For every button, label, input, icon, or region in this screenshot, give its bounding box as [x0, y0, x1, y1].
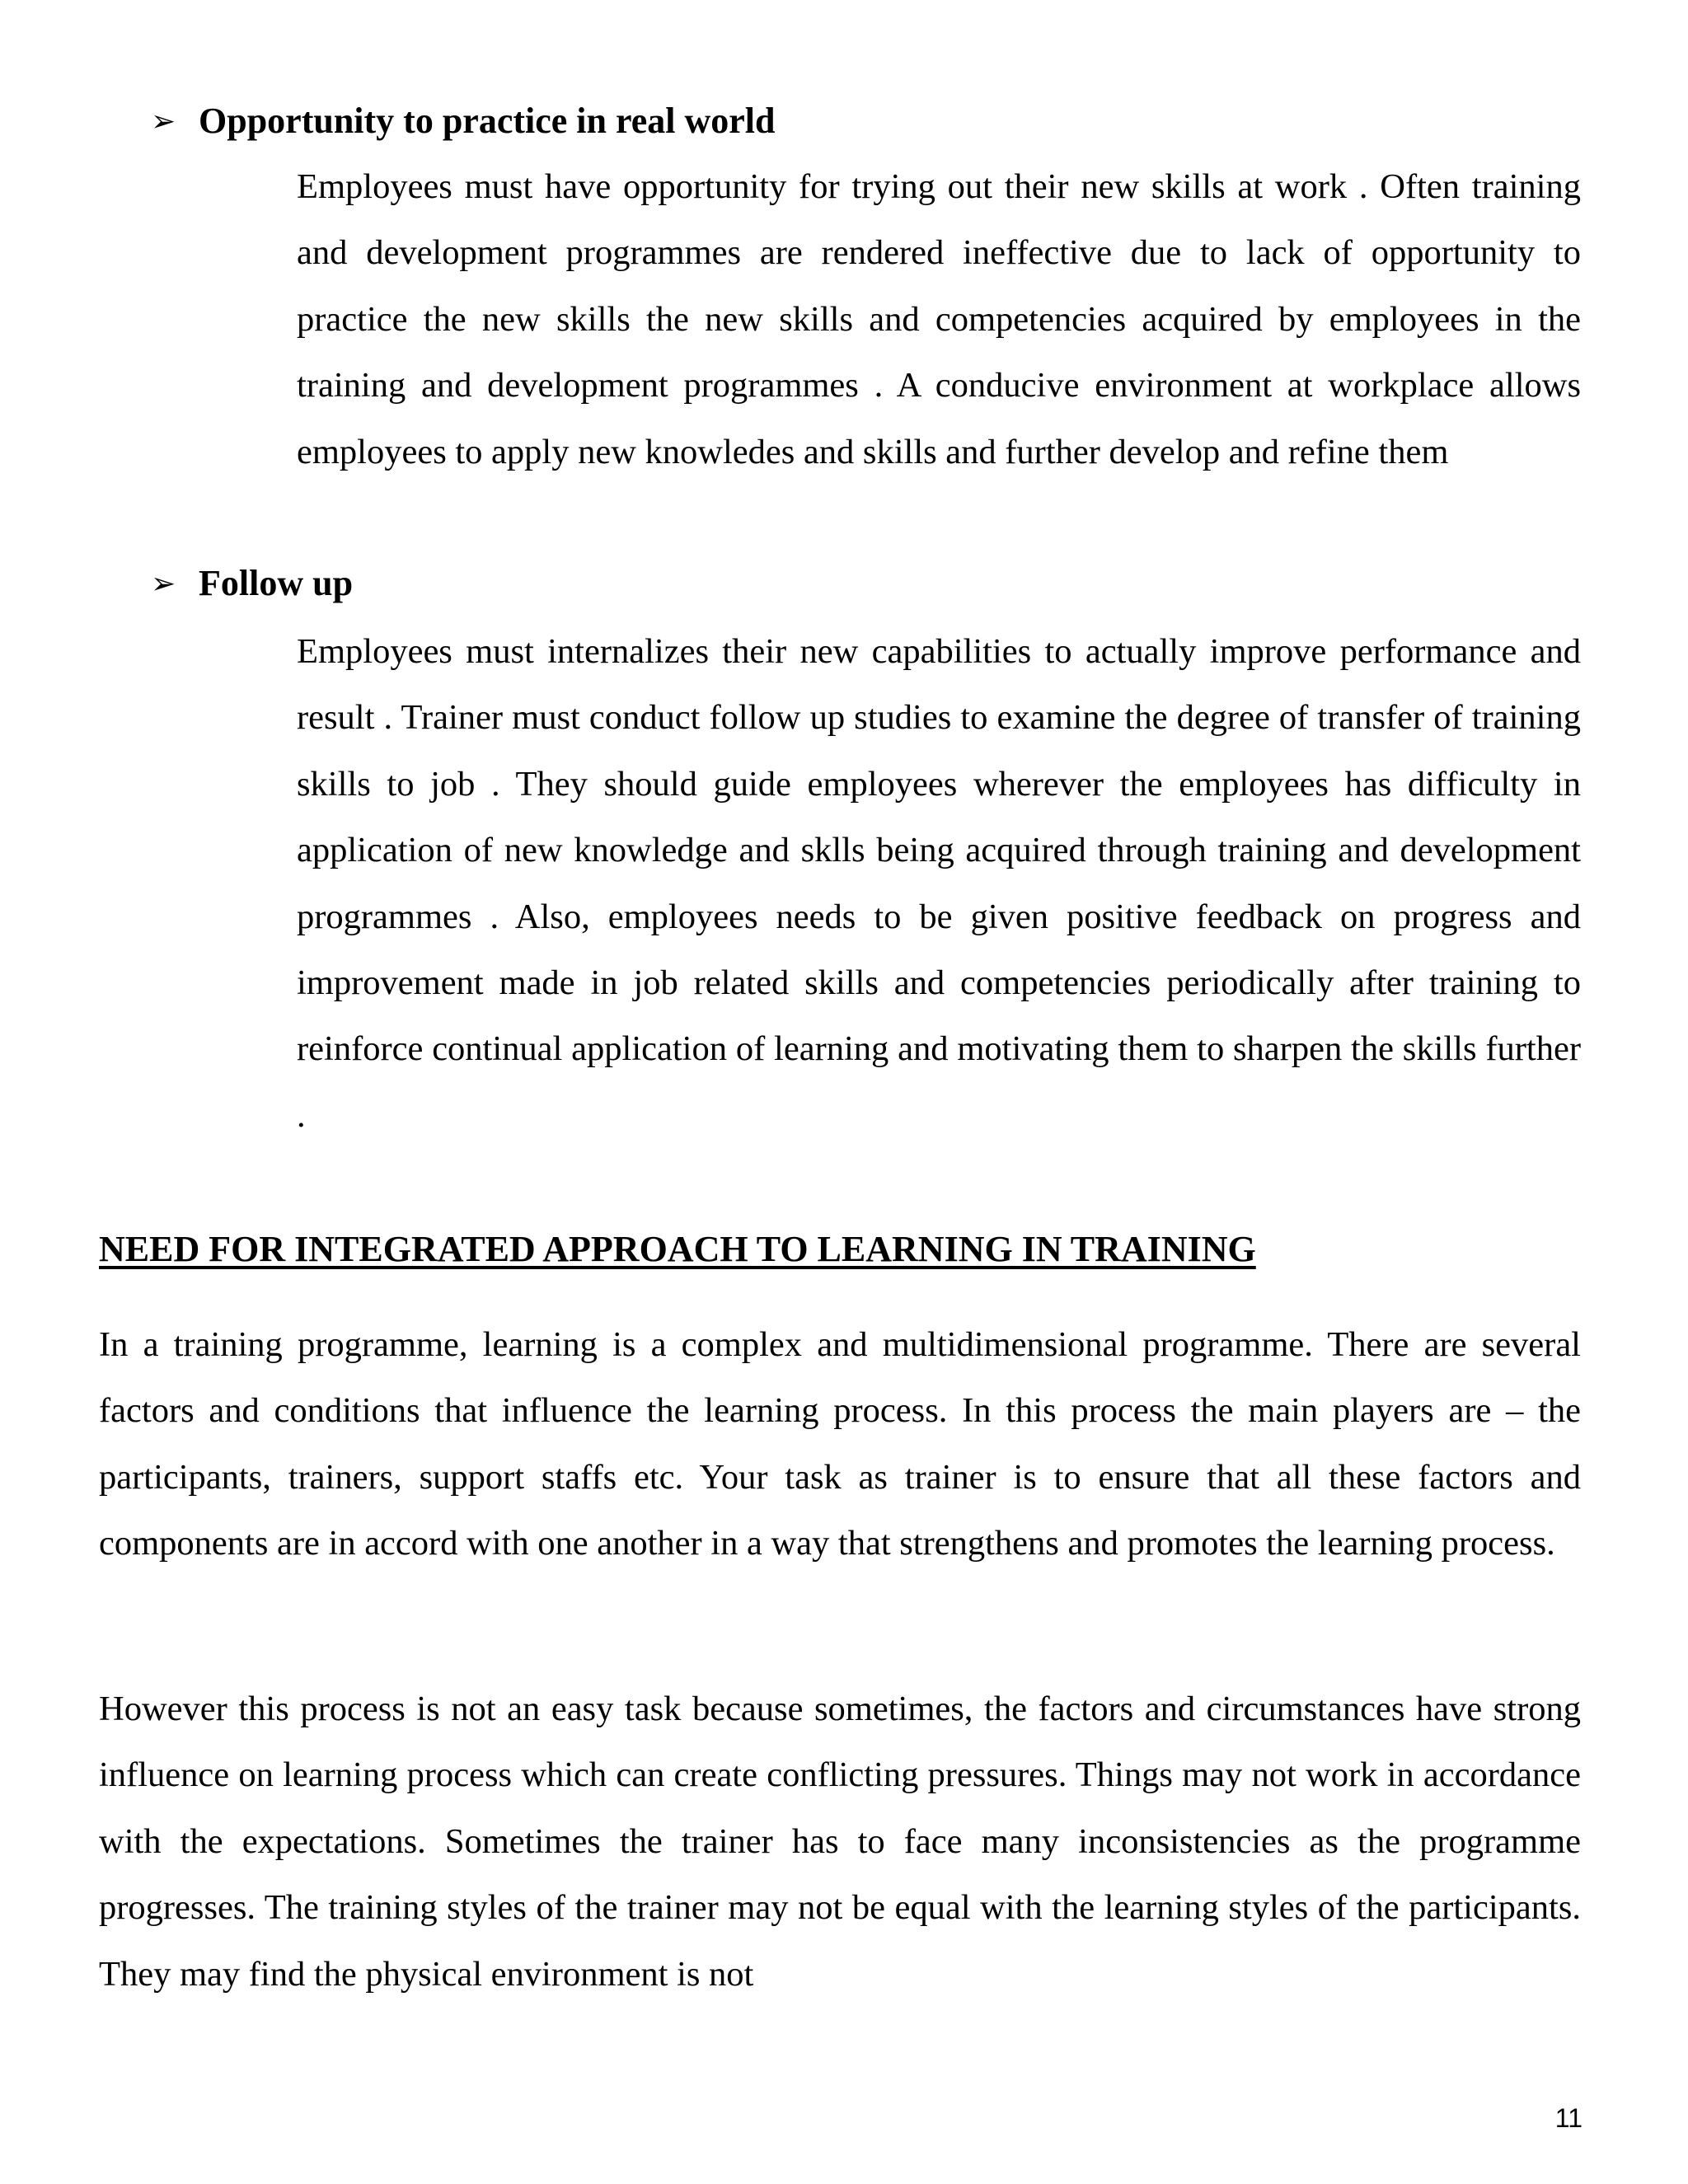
body-paragraph-2: However this process is not an easy task because sometimes, the factors and circumstances have strong influence on learning process which can create conflicting pressures. Things may not work in accordance with the expectations. Sometimes the trainer has to face many inconsistencies as the programme progresses. The training styles of the trainer may not be equal with the learning styles of the participants. They may find the physical environment is not: [99, 1690, 1581, 1994]
bullet-heading-text: Follow up: [199, 563, 354, 603]
opportunity-paragraph: Employees must have opportunity for trying out their new skills at work . Often training and development programmes are rendered ineffective due to lack of opportunity to practice the new skills the new skills and competencies acquired by employees in the training and development programmes . A conducive environment at workplace allows employees to apply new knowledes and skills and further develop and refine them: [297, 167, 1581, 471]
arrow-bullet-icon: ➢: [151, 105, 176, 138]
bullet-heading-text: Opportunity to practice in real world: [199, 101, 776, 141]
body-paragraph-1: In a training programme, learning is a complex and multidimensional programme. There are several factors and conditions that influence the learning process. In this process the main players are – the participants, trainers, support staffs etc. Your task as trainer is to ensure that all these factors and components are in accord with one another in a way that strengthens and promotes the learning process.: [99, 1325, 1581, 1563]
bullet-heading-follow-up: [151, 559, 353, 609]
bullet-heading-opportunity: [151, 96, 775, 147]
arrow-bullet-icon: ➢: [151, 567, 176, 601]
follow-up-paragraph: Employees must internalizes their new capabilities to actually improve performance and result . Trainer must conduct follow up studies to examine the degree of transfer of training skills to job . They should guide employees wherever the employees has difficulty in application of new knowledge and sklls being acquired through training and development programmes . Also, employees needs to be given positive feedback on progress and improvement made in job related skills and competencies periodically after training to reinforce continual application of learning and motivating them to sharpen the skills further .: [297, 632, 1581, 1135]
section-heading: NEED FOR INTEGRATED APPROACH TO LEARNING IN TRAINING: [99, 1229, 1256, 1269]
page-number: 11: [1554, 2103, 1582, 2133]
